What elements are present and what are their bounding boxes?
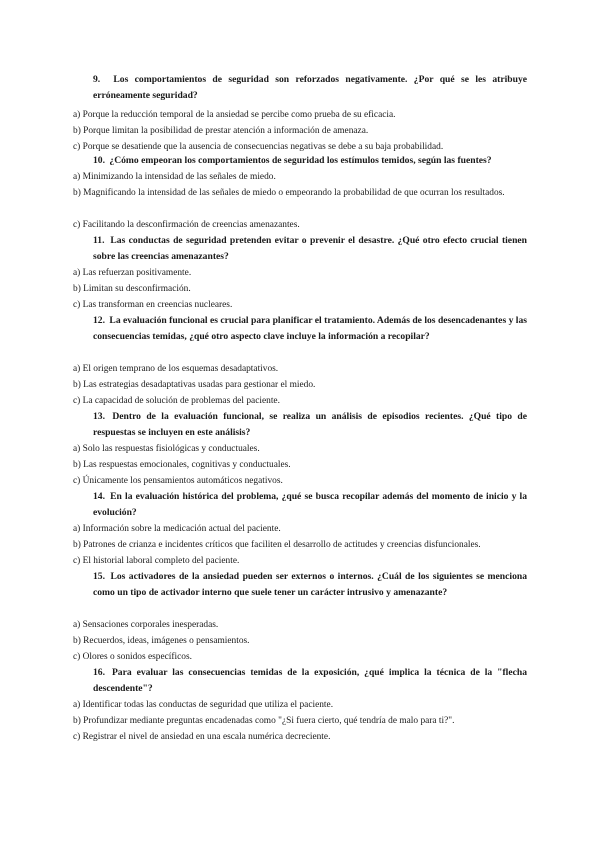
question-text: ¿Cómo empeoran los comportamientos de seguridad los estímulos temidos, según las fuentes? [109, 155, 492, 166]
option-14b: b) Patrones de crianza e incidentes críticos que faciliten el desarrollo de actitudes y creencias disfuncionales. [73, 540, 481, 550]
question-14 [93, 489, 527, 521]
question-10 [93, 153, 527, 169]
question-16 [93, 665, 527, 697]
option-11a: a) Las refuerzan positivamente. [73, 268, 192, 278]
option-12c: c) La capacidad de solución de problemas del paciente. [73, 396, 280, 406]
question-text: Para evaluar las consecuencias temidas de la exposición, ¿qué implica la técnica de la "flecha descendente"? [93, 667, 527, 694]
question-12 [93, 313, 527, 345]
question-text: Los activadores de la ansiedad pueden ser externos o internos. ¿Cuál de los siguientes se menciona como un tipo de activador interno que suele tener un carácter intrusivo y amenazante? [93, 571, 527, 598]
option-13b: b) Las respuestas emocionales, cognitivas y conductuales. [73, 460, 291, 470]
question-number: 10. [93, 155, 105, 166]
option-15a: a) Sensaciones corporales inesperadas. [73, 620, 219, 630]
option-15c: c) Olores o sonidos específicos. [73, 652, 192, 662]
question-number: 14. [93, 491, 105, 502]
question-text: Las conductas de seguridad pretenden evitar o prevenir el desastre. ¿Qué otro efecto crucial tienen sobre las creencias amenazantes? [93, 235, 527, 262]
option-16a: a) Identificar todas las conductas de seguridad que utiliza el paciente. [73, 700, 334, 710]
question-text: En la evaluación histórica del problema, ¿qué se busca recopilar además del momento de inicio y la evolución? [93, 491, 527, 518]
question-text: Dentro de la evaluación funcional, se realiza un análisis de episodios recientes. ¿Qué tipo de respuestas se incluyen en este análisis? [93, 411, 527, 438]
option-16c: c) Registrar el nivel de ansiedad en una escala numérica decreciente. [73, 732, 331, 742]
question-11 [93, 233, 527, 265]
question-number: 12. [93, 315, 105, 326]
option-13a: a) Solo las respuestas fisiológicas y conductuales. [73, 444, 260, 454]
option-15b: b) Recuerdos, ideas, imágenes o pensamientos. [73, 636, 250, 646]
question-13 [93, 409, 527, 441]
question-number: 13. [93, 411, 105, 422]
option-9c: c) Porque se desatiende que la ausencia de consecuencias negativas se debe a su baja probabilidad. [73, 142, 444, 152]
option-10b: b) Magnificando la intensidad de las señales de miedo o empeorando la probabilidad de que ocurran los resultados. [73, 188, 505, 198]
option-13c: c) Únicamente los pensamientos automáticos negativos. [73, 476, 283, 486]
question-number: 15. [93, 571, 105, 582]
option-10a: a) Minimizando la intensidad de las señales de miedo. [73, 172, 276, 182]
option-12a: a) El origen temprano de los esquemas desadaptativos. [73, 364, 279, 374]
option-12b: b) Las estrategias desadaptativas usadas para gestionar el miedo. [73, 380, 316, 390]
option-14a: a) Información sobre la medicación actual del paciente. [73, 524, 281, 534]
option-16b: b) Profundizar mediante preguntas encadenadas como "¿Si fuera cierto, qué tendría de malo para ti?". [73, 716, 455, 726]
option-10c: c) Facilitando la desconfirmación de creencias amenazantes. [73, 220, 300, 230]
question-number: 16. [93, 667, 105, 678]
question-text: La evaluación funcional es crucial para planificar el tratamiento. Además de los desencadenantes y las consecuencias temidas, ¿qué otro aspecto clave incluye la información a recopilar? [93, 315, 527, 342]
question-9 [93, 72, 527, 104]
option-9a: a) Porque la reducción temporal de la ansiedad se percibe como prueba de su eficacia. [73, 110, 396, 120]
question-number: 9. [93, 74, 101, 85]
option-11c: c) Las transforman en creencias nucleares. [73, 300, 233, 310]
question-text: Los comportamientos de seguridad son reforzados negativamente. ¿Por qué se les atribuye erróneamente seguridad? [93, 74, 528, 101]
option-9b: b) Porque limitan la posibilidad de prestar atención a información de amenaza. [73, 126, 369, 136]
question-number: 11. [93, 235, 105, 246]
question-15 [93, 569, 527, 601]
option-11b: b) Limitan su desconfirmación. [73, 284, 191, 294]
option-14c: c) El historial laboral completo del paciente. [73, 556, 240, 566]
